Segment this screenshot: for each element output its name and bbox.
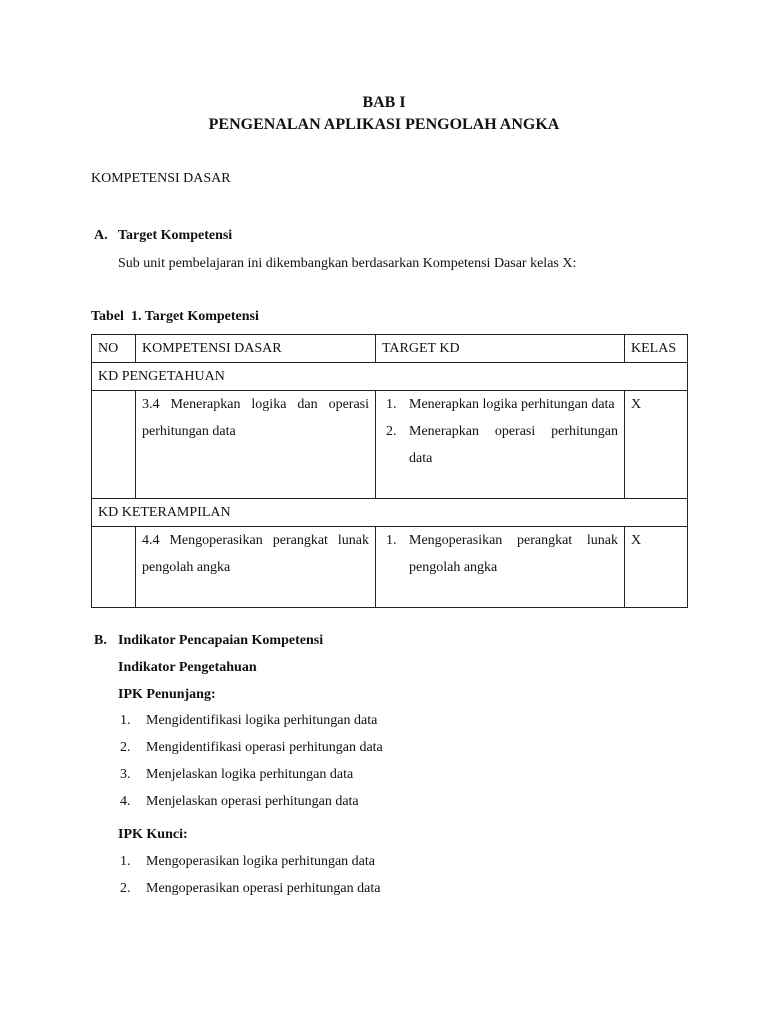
header-kelas: KELAS [625, 335, 688, 363]
group-label: KD KETERAMPILAN [92, 499, 688, 527]
cell-kelas: X [625, 391, 688, 499]
table-row [92, 391, 688, 499]
list-item: 2. Menerapkan operasi perhitungan data [386, 424, 618, 466]
list-item: 1. Mengoperasikan perangkat lunak pengolah angka [386, 533, 618, 575]
list-item: 1. Menerapkan logika perhitungan data [386, 397, 615, 412]
header-kompetensi-dasar: KOMPETENSI DASAR [136, 335, 376, 363]
section-b-heading: Indikator Pencapaian Kompetensi [118, 633, 324, 648]
section-a-intro: Sub unit pembelajaran ini dikembangkan berdasarkan Kompetensi Dasar kelas X: [118, 256, 577, 271]
cell-kelas: X [625, 527, 688, 608]
table-header-row [92, 335, 688, 363]
cell-no [92, 391, 136, 499]
group-label: KD PENGETAHUAN [92, 363, 688, 391]
cell-target-kd [376, 391, 625, 499]
cell-kompetensi-dasar: 3.4 Menerapkan logika dan operasi perhitungan data [136, 391, 376, 499]
group-row-pengetahuan [92, 363, 688, 391]
group-row-keterampilan [92, 499, 688, 527]
ipk-kunci-label: IPK Kunci: [118, 827, 188, 842]
table-caption: Tabel 1. Target Kompetensi [91, 309, 259, 324]
section-a-heading: Target Kompetensi [118, 228, 233, 243]
section-heading: KOMPETENSI DASAR [91, 171, 231, 186]
chapter-number: BAB I [362, 94, 406, 111]
table-row [92, 527, 688, 608]
chapter-title: PENGENALAN APLIKASI PENGOLAH ANGKA [208, 116, 560, 133]
header-target-kd: TARGET KD [376, 335, 625, 363]
cell-no [92, 527, 136, 608]
cell-target-kd [376, 527, 625, 608]
header-no: NO [92, 335, 136, 363]
ipk-penunjang-label: IPK Penunjang: [118, 687, 216, 702]
section-a-marker: A. [94, 228, 108, 243]
cell-kompetensi-dasar: 4.4 Mengoperasikan perangkat lunak pengolah angka [136, 527, 376, 608]
section-b-marker: B. [94, 633, 107, 648]
section-b-subheading: Indikator Pengetahuan [118, 660, 257, 675]
target-kompetensi-table [91, 334, 688, 608]
